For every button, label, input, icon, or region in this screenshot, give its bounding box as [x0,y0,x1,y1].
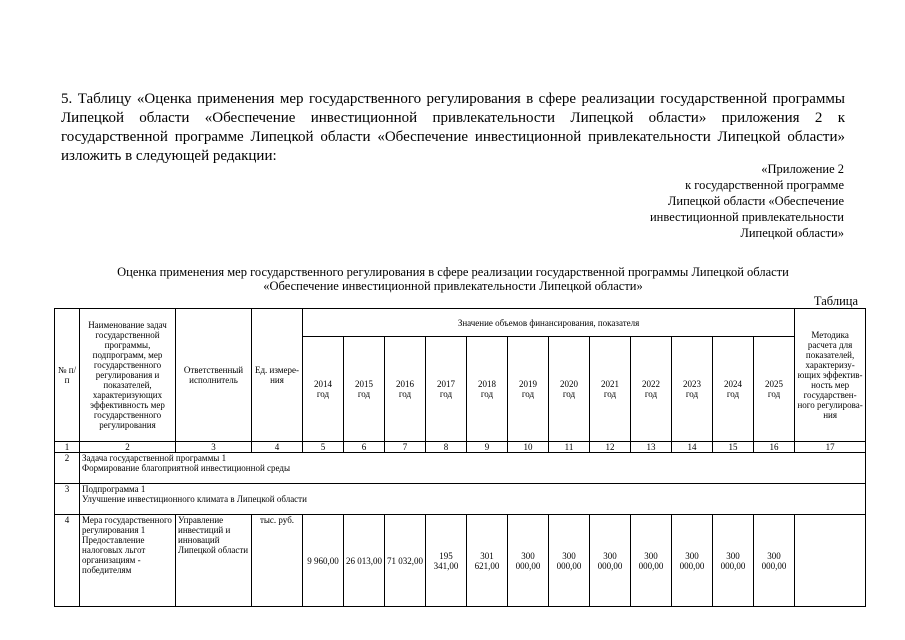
row-num: 2 [55,453,80,484]
col-number: 10 [508,442,549,453]
col-number: 3 [176,442,252,453]
value-cell: 9 960,00 [303,515,344,607]
value-cell: 301 621,00 [467,515,508,607]
value-cell: 195 341,00 [426,515,467,607]
col-number: 16 [754,442,795,453]
header-year: 2022 год [631,337,672,442]
header-year: 2015 год [344,337,385,442]
measure-row [55,515,866,607]
appendix-line: к государственной программе [685,178,844,192]
row-num: 4 [55,515,80,607]
table-label: Таблица [813,294,858,308]
col-number: 6 [344,442,385,453]
appendix-line: Липецкой области» [740,226,844,240]
header-year: 2014 год [303,337,344,442]
table-row [55,453,866,484]
col-number: 5 [303,442,344,453]
value-cell: 300 000,00 [713,515,754,607]
measure-unit: тыс. руб. [252,515,303,607]
intro-paragraph: 5. Таблицу «Оценка применения мер государственного регулирования в сфере реализации государственной программы Липецкой области «Обеспечение инвестиционной привлекательности Липецкой области» приложения 2 к государственной программе Липецкой области «Обеспечение инвестиционной привлекательности Липецкой области» изложить в следующей редакции: [61,91,845,164]
value-cell: 71 032,00 [385,515,426,607]
value-cell: 300 000,00 [672,515,713,607]
col-number: 12 [590,442,631,453]
header-name: Наименование задач государственной программы, подпрограмм, мер государственного регулирования и показателей, характеризующих эффективность мер государственного регулирования [80,309,176,442]
col-number: 13 [631,442,672,453]
col-number: 7 [385,442,426,453]
appendix-line: инвестиционной привлекательности [649,210,844,224]
subprogram-cell [80,484,866,515]
caption-line: Оценка применения мер государственного регулирования в сфере реализации государственной программы Липецкой области [117,265,789,279]
value-cell: 300 000,00 [549,515,590,607]
col-number: 14 [672,442,713,453]
value-cell: 300 000,00 [754,515,795,607]
task-title: Задача государственной программы 1 [82,453,227,463]
header-year: 2016 год [385,337,426,442]
column-numbers-row [55,442,866,453]
evaluation-table [54,308,866,607]
subprogram-title: Подпрограмма 1 [82,484,146,494]
col-number: 1 [55,442,80,453]
measure-name: Мера государственного регулирования 1 Предоставление налоговых льгот организациям - победителям [80,515,176,607]
value-cell: 300 000,00 [631,515,672,607]
col-number: 15 [713,442,754,453]
col-number: 4 [252,442,303,453]
col-number: 17 [795,442,866,453]
col-number: 2 [80,442,176,453]
col-number: 11 [549,442,590,453]
appendix-line: Липецкой области «Обеспечение [667,194,844,208]
task-description: Формирование благоприятной инвестиционной среды [82,463,291,473]
value-cell: 26 013,00 [344,515,385,607]
header-row [55,309,866,337]
header-responsible: Ответственный исполнитель [176,309,252,442]
appendix-line: «Приложение 2 [761,162,844,176]
col-number: 9 [467,442,508,453]
measure-responsible: Управление инвестиций и инноваций Липецкой области [176,515,252,607]
header-financing: Значение объемов финансирования, показателя [303,309,795,337]
table-row [55,484,866,515]
header-year: 2018 год [467,337,508,442]
header-year: 2024 год [713,337,754,442]
header-year: 2021 год [590,337,631,442]
measure-method [795,515,866,607]
appendix-header [650,161,844,241]
caption-line: «Обеспечение инвестиционной привлекательности Липецкой области» [263,279,643,293]
header-year: 2020 год [549,337,590,442]
header-method: Методика расчета для показателей, характеризу-ющих эффектив-ность мер государствен-ного регулирова-ния [795,309,866,442]
value-cell: 300 000,00 [590,515,631,607]
header-year: 2017 год [426,337,467,442]
row-num: 3 [55,484,80,515]
header-year: 2019 год [508,337,549,442]
task-cell [80,453,866,484]
header-unit: Ед. измере-ния [252,309,303,442]
subprogram-description: Улучшение инвестиционного климата в Липецкой области [82,494,307,504]
header-year: 2023 год [672,337,713,442]
value-cell: 300 000,00 [508,515,549,607]
header-num: № п/п [55,309,80,442]
header-year: 2025 год [754,337,795,442]
col-number: 8 [426,442,467,453]
table-caption [61,265,845,293]
